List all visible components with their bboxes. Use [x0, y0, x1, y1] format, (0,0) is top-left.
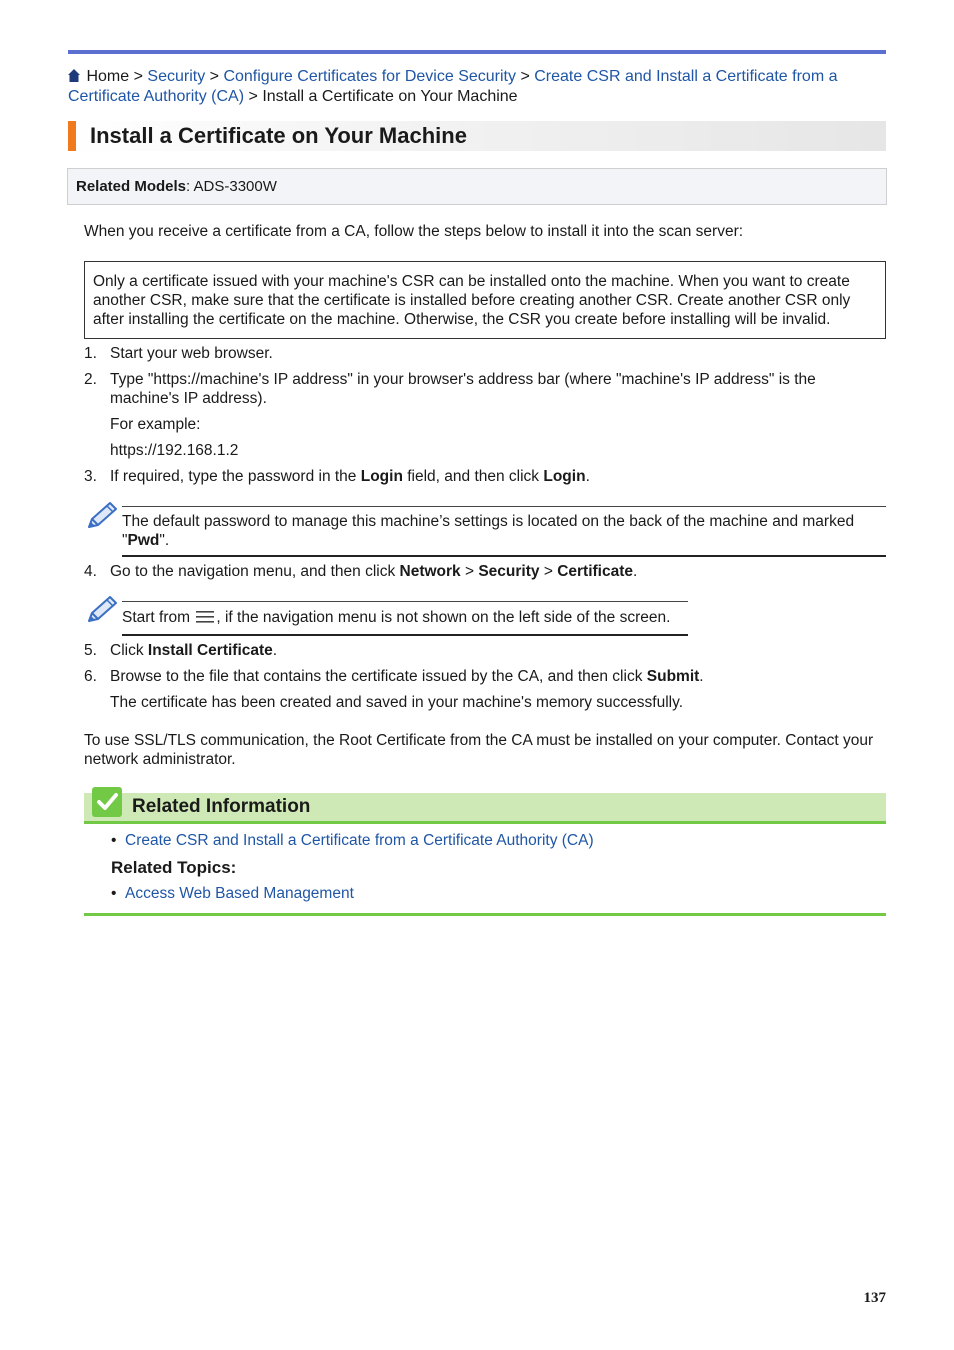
breadcrumb-home[interactable]: Home: [86, 68, 130, 85]
hint-text: [122, 608, 702, 627]
step-number: 5.: [84, 642, 97, 659]
title-accent: [68, 121, 76, 151]
ui-term: Submit: [646, 668, 700, 685]
intro-text: When you receive a certificate from a CA, follow the steps below to install it into the scan server:: [84, 223, 744, 240]
checkmark-icon: [92, 787, 122, 817]
hint-text: [122, 512, 886, 550]
related-information-title: Related Information: [132, 796, 311, 817]
step-text-part: >: [460, 563, 479, 580]
step-text-part: If required, type the password in the: [110, 468, 361, 485]
bullet: •: [111, 832, 117, 849]
ui-term: Certificate: [557, 563, 633, 580]
step-text-part: .: [699, 668, 704, 685]
related-link-web-management[interactable]: Access Web Based Management: [125, 885, 354, 902]
breadcrumb-sep: >: [520, 68, 530, 85]
step-text-part: Browse to the file that contains the certificate issued by the CA, and then click: [110, 668, 647, 685]
step-text: [110, 667, 886, 686]
related-models-value: : ADS-3300W: [186, 178, 277, 195]
home-icon: [68, 69, 80, 82]
example-label: For example:: [110, 416, 201, 433]
related-link-create-csr[interactable]: Create CSR and Install a Certificate from a Certificate Authority (CA): [125, 832, 594, 849]
pencil-icon: [86, 594, 120, 624]
pencil-icon: [86, 500, 120, 530]
step-number: 3.: [84, 468, 97, 485]
menu-icon: [196, 611, 214, 623]
breadcrumb-create-csr-link[interactable]: Create CSR and Install a Certificate from a Certificate Authority (CA): [68, 68, 838, 105]
breadcrumb-configure-link[interactable]: Configure Certificates for Device Security: [223, 68, 516, 85]
step-text-part: Go to the navigation menu, and then click: [110, 563, 400, 580]
step-number: 4.: [84, 563, 97, 580]
closing-text: To use SSL/TLS communication, the Root Certificate from the CA must be installed on your computer. Contact your network administrator.: [84, 732, 874, 768]
ui-term: Install Certificate: [147, 642, 273, 659]
breadcrumb-current: Install a Certificate on Your Machine: [262, 88, 518, 105]
step-result: The certificate has been created and saved in your machine's memory successfully.: [110, 694, 684, 711]
breadcrumb-sep: >: [209, 68, 219, 85]
related-models-box: [67, 168, 887, 205]
breadcrumb-sep: >: [133, 68, 143, 85]
breadcrumb: [68, 67, 886, 107]
hint-bold: Pwd: [127, 532, 160, 549]
step-text: [110, 562, 886, 581]
page-number: 137: [863, 1290, 886, 1306]
ui-term: Login: [543, 468, 586, 485]
step-text-part: Click: [110, 642, 148, 659]
ui-term: Network: [399, 563, 461, 580]
breadcrumb-security-link[interactable]: Security: [147, 68, 206, 85]
ui-term: Login: [360, 468, 403, 485]
title-bar: [68, 121, 886, 151]
hint-box: [122, 601, 688, 636]
top-rule: [68, 50, 886, 54]
step-text: [110, 641, 886, 660]
related-information-header: [84, 793, 886, 824]
hint-text-part: , if the navigation menu is not shown on the left side of the screen.: [216, 609, 671, 626]
bottom-rule: [84, 913, 886, 916]
step-number: 1.: [84, 345, 97, 362]
note-text: Only a certificate issued with your machine's CSR can be installed onto the machine. When you want to create another CSR, make sure that the certificate is installed before creating another CSR. Create another CSR only after installing the certificate on the machine. Otherwise, the CSR you create before installing will be invalid.: [93, 273, 851, 328]
step-text-part: .: [585, 468, 590, 485]
example-url: https://192.168.1.2: [110, 442, 239, 459]
hint-text-part: Start from: [122, 609, 195, 626]
related-models: [76, 178, 277, 196]
step-text: [110, 467, 886, 486]
note-box: [84, 261, 886, 339]
step-text-part: >: [539, 563, 558, 580]
step-number: 2.: [84, 371, 97, 388]
related-topics-label: Related Topics:: [111, 858, 237, 877]
step-text-part: .: [633, 563, 638, 580]
step-text-part: field, and then click: [402, 468, 544, 485]
step-text: Start your web browser.: [110, 345, 273, 362]
bullet: •: [111, 885, 117, 902]
hint-text-part: The default password to manage this machine’s settings is located on the back of the machine and marked ": [122, 513, 855, 549]
step-number: 6.: [84, 668, 97, 685]
ui-term: Security: [478, 563, 540, 580]
related-models-label: Related Models: [76, 178, 187, 195]
hint-text-part: ".: [159, 532, 170, 549]
page-title: Install a Certificate on Your Machine: [90, 123, 467, 148]
breadcrumb-sep: >: [248, 88, 258, 105]
step-text: Type "https://machine's IP address" in your browser's address bar (where "machine's IP address" is the machine's IP address).: [110, 371, 816, 407]
hint-box: [122, 506, 886, 557]
step-text-part: .: [272, 642, 278, 659]
